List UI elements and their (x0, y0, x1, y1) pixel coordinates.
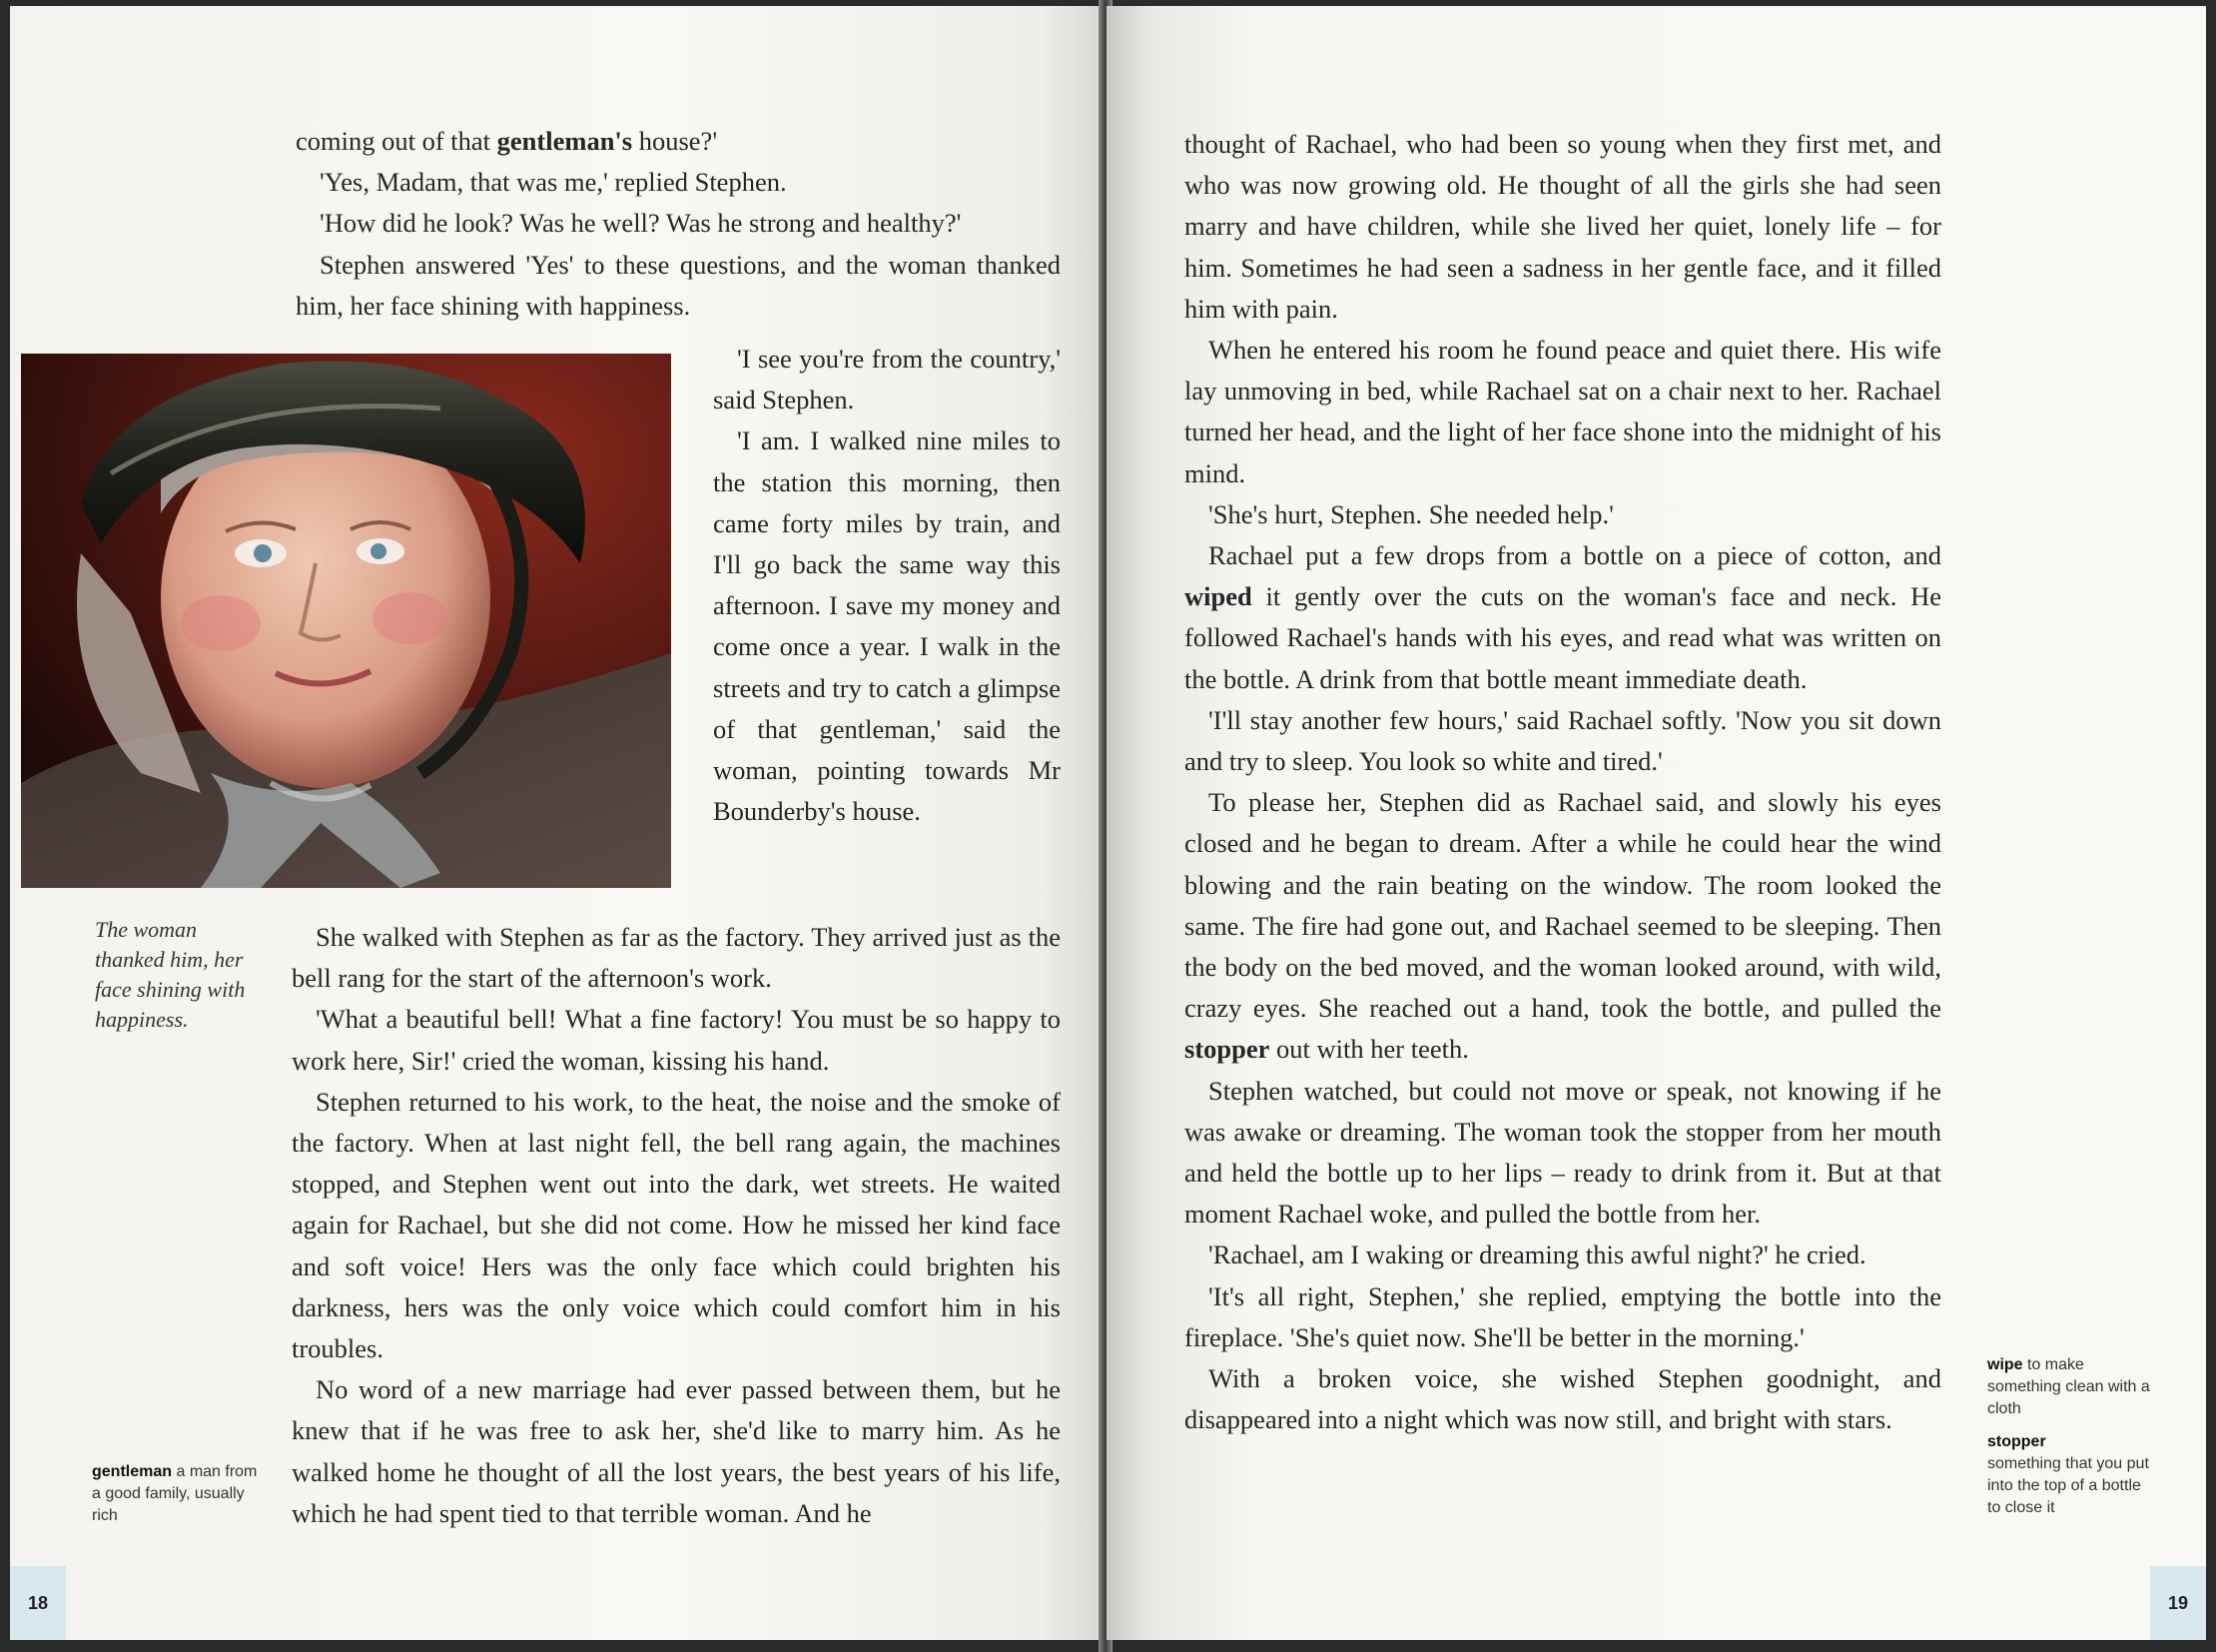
glossary-term-highlight: wiped (1184, 581, 1252, 612)
paragraph: 'I am. I walked nine miles to the station this morning, then came forty miles by train, and I'll go back the same way this afternoon. I save my money and come once a year. I walk in the streets and try to catch a glimpse of that gentleman,' said the woman, pointing towards Mr Bounderby's house. (713, 425, 1061, 827)
paragraph: To please her, Stephen did as Rachael said, and slowly his eyes closed and he began to dream. After a while he could hear the wind blowing and the rain beating on the window. The room looked the same. The fire had gone out, and Rachael seemed to be sleeping. Then the body on the bed moved, and the woman looked around, with wild, crazy eyes. She reached out a hand, took the bottle, and pulled the stopper out with her teeth. (1184, 787, 1941, 1065)
glossary-definition: to make something clean with a cloth (1987, 1356, 2150, 1417)
page-number: 19 (2150, 1566, 2206, 1640)
paragraph: With a broken voice, she wished Stephen goodnight, and disappeared into a night which was now still, and bright with stars. (1184, 1363, 1941, 1435)
paragraph: 'I see you're from the country,' said Stephen. (713, 344, 1061, 415)
paragraph: 'Rachael, am I waking or dreaming this awful night?' he cried. (1208, 1239, 1866, 1270)
illustration-photo (21, 354, 671, 888)
paragraph: When he entered his room he found peace and quiet there. His wife lay unmoving in bed, while Rachael sat on a chair next to her. Rachael turned her head, and the light of her face shone into the midnight of his mind. (1184, 335, 1941, 488)
photo-caption: The woman thanked him, her face shining with happiness. (95, 917, 246, 1032)
glossary-definition: something that you put into the top of a bottle to close it (1987, 1455, 2149, 1516)
glossary-term: gentleman (92, 1463, 173, 1480)
glossary-entry (92, 1461, 262, 1527)
glossary-term: stopper (1987, 1433, 2046, 1450)
glossary-term: wipe (1987, 1356, 2023, 1373)
paragraph: No word of a new marriage had ever passed between them, but he knew that if he was free to ask her, she'd like to marry him. As he walked home he thought of all the lost years, the best years of his life, which he had spent tied to that terrible woman. And he (292, 1374, 1061, 1528)
paragraph: Stephen returned to his work, to the heat, the noise and the smoke of the factory. When at last night fell, the bell rang again, the machines stopped, and Stephen went out into the dark, wet streets. He waited again for Rachael, but she did not come. How he missed her kind face and soft voice! Hers was the only face which could brighten his darkness, hers was the only voice which could comfort him in his troubles. (292, 1086, 1061, 1364)
glossary-term-highlight: stopper (1184, 1034, 1270, 1065)
paragraph: She walked with Stephen as far as the factory. They arrived just as the bell rang for the start of the afternoon's work. (292, 922, 1061, 994)
left-text-bottom (292, 917, 1061, 1534)
paragraph: Rachael put a few drops from a bottle on a piece of cotton, and wiped it gently over the cuts on the woman's face and neck. He followed Rachael's hands with his eyes, and read what was written on the bottle. A drink from that bottle meant immediate death. (1184, 540, 1941, 694)
left-text-side (713, 339, 1061, 832)
right-page (1107, 6, 2206, 1640)
paragraph: 'I'll stay another few hours,' said Rachael softly. 'Now you sit down and try to sleep. You look so white and tired.' (1184, 704, 1941, 777)
glossary-entry (1987, 1431, 2157, 1519)
woman-portrait-image (21, 354, 671, 888)
glossary-term-highlight: gentleman's (496, 126, 633, 156)
left-page (10, 6, 1104, 1640)
paragraph: Stephen answered 'Yes' to these questions, and the woman thanked him, her face shining with happiness. (296, 249, 1061, 321)
right-text (1184, 124, 1941, 1441)
paragraph: thought of Rachael, who had been so young when they first met, and who was now growing old. He thought of all the girls she had seen marry and have children, while she lived her quiet, lonely life – for him. Sometimes he had seen a sadness in her gentle face, and it filled him with pain. (1184, 129, 1941, 324)
glossary-definition: a man from a good family, usually rich (92, 1463, 258, 1524)
glossary-entry (1987, 1354, 2157, 1420)
page-number: 18 (10, 1566, 66, 1640)
paragraph: Stephen watched, but could not move or speak, not knowing if he was awake or dreaming. The woman took the stopper from her mouth and held the bottle up to her lips – ready to drink from it. But at that moment Rachael woke, and pulled the bottle from her. (1184, 1075, 1941, 1230)
paragraph: 'She's hurt, Stephen. She needed help.' (1208, 498, 1614, 529)
paragraph: 'It's all right, Stephen,' she replied, emptying the bottle into the fireplace. 'She's quiet now. She'll be better in the morning.' (1184, 1280, 1941, 1352)
paragraph: coming out of that gentleman's house?' (296, 126, 718, 156)
left-text-top (296, 121, 1061, 327)
paragraph: 'Yes, Madam, that was me,' replied Stephen. (320, 167, 787, 198)
paragraph: 'What a beautiful bell! What a fine factory! You must be so happy to work here, Sir!' cried the woman, kissing his hand. (292, 1004, 1061, 1076)
paragraph: 'How did he look? Was he well? Was he strong and healthy?' (320, 208, 962, 239)
